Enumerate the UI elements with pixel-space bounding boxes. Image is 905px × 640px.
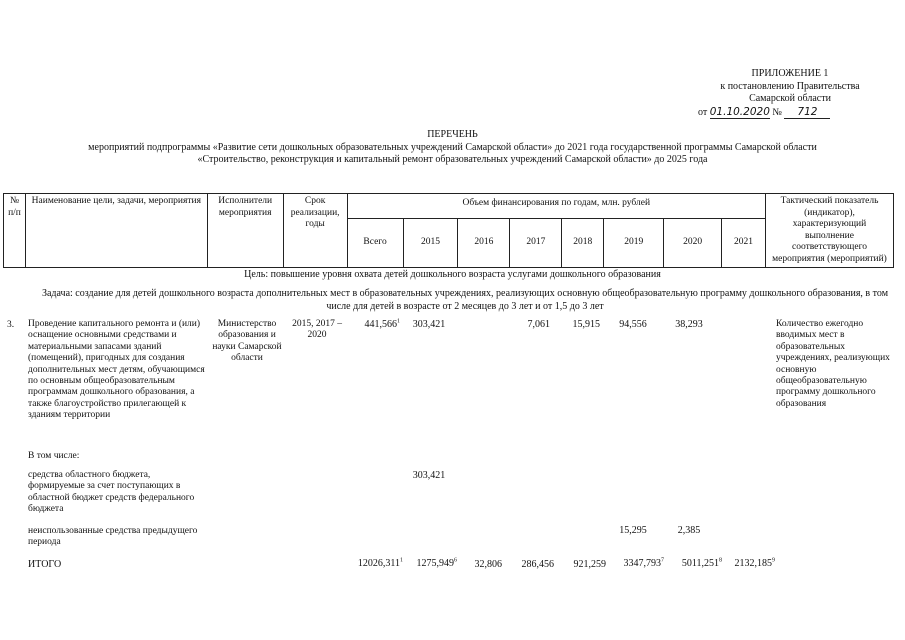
row-executor: Министерство образования и науки Самарской области	[212, 319, 282, 364]
document-title: ПЕРЕЧЕНЬ	[427, 129, 478, 140]
subrow-unused-2019: 15,295	[619, 525, 647, 536]
task-text: Задача: создание для детей дошкольного возраста дополнительных мест в образовательных учреждениях, реализующих основную общеобразовательную программу дошкольного образования, в том числе для детей в возрасте от 2 месяцев до 3 лет и от 1,5 до 3 лет	[41, 288, 889, 312]
from-label: от	[698, 106, 708, 118]
subrow-unused-2020: 2,385	[677, 525, 701, 536]
appendix-title: ПРИЛОЖЕНИЕ 1	[751, 68, 829, 79]
total-2020: 5011,251$^8$	[681, 557, 722, 569]
header-total: Всего	[347, 219, 403, 268]
including-label: В том числе:	[28, 451, 80, 461]
table-header	[3, 193, 894, 268]
subrow-unused-name: неиспользованные средства предыдущего периода	[28, 526, 198, 548]
document-heading	[0, 129, 905, 167]
header-indicator: Тактический показатель (индикатор), характеризующий выполнение соответствующего мероприятия (мероприятий)	[766, 194, 894, 268]
header-year-2021: 2021	[722, 219, 766, 268]
row-indicator: Количество ежегодно вводимых мест в образовательных учреждениях, реализующих основную общеобразовательную программу дошкольного образования	[776, 319, 890, 409]
number-label: №	[772, 106, 782, 118]
header-year-2020: 2020	[664, 219, 722, 268]
header-year-2015: 2015	[403, 219, 458, 268]
header-year-2017: 2017	[510, 219, 562, 268]
subrow-federal-name: средства областного бюджета, формируемые за счет поступающих в областной бюджет средств федерального бюджета	[28, 470, 195, 515]
total-2019: 3347,793$^7$	[623, 557, 664, 569]
total-label: ИТОГО	[28, 559, 62, 570]
total-2016: 32,806	[474, 559, 502, 570]
appendix-line-1: к постановлению Правительства	[720, 80, 860, 92]
document-subtitle-line-1: мероприятий подпрограммы «Развитие сети дошкольных образовательных учреждений Самарской области» до 2021 года государственной программы Самарской области	[88, 141, 817, 153]
goal-text: Цель: повышение уровня охвата детей дошкольного возраста услугами дошкольного образования	[244, 269, 661, 280]
row-2018: 15,915	[572, 319, 600, 330]
row-total: 441,566$^1$	[364, 318, 400, 330]
row-period: 2015, 2017 – 2020	[292, 319, 342, 341]
header-name: Наименование цели, задачи, мероприятия	[25, 194, 207, 268]
subrow-federal-2015: 303,421	[412, 470, 446, 481]
row-2015: 303,421	[412, 319, 446, 330]
row-2019: 94,556	[619, 319, 647, 330]
total-2015: 1275,949$^6$	[416, 557, 457, 569]
header-year-2018: 2018	[562, 219, 604, 268]
appendix-signature-line	[690, 106, 890, 120]
row-number: 3.	[7, 320, 15, 330]
appendix-line-2: Самарской области	[749, 93, 831, 104]
document-subtitle-line-2: «Строительство, реконструкция и капитальный ремонт образовательных учреждений Самарской области» до 2025 года	[197, 154, 708, 165]
header-no: № п/п	[4, 194, 26, 268]
appendix-block	[690, 68, 890, 119]
handwritten-number: 712	[784, 106, 830, 120]
header-financing: Объем финансирования по годам, млн. рублей	[347, 194, 765, 219]
total-all: 12026,311$^1$	[357, 557, 403, 569]
row-2017: 7,061	[527, 319, 550, 330]
header-year-2019: 2019	[604, 219, 664, 268]
header-executor: Исполнители мероприятия	[207, 194, 283, 268]
total-2021: 2132,185$^9$	[734, 557, 775, 569]
header-year-2016: 2016	[458, 219, 510, 268]
row-activity-name: Проведение капитального ремонта и (или) оснащение основными средствами и материальными запасами зданий (помещений), пригодных для создания дополнительных мест детям, обучающимся по основным общеобразовательным программам дошкольного образования, а также благоустройство прилегающей к зданиям территории	[28, 319, 205, 421]
row-2020: 38,293	[675, 319, 703, 330]
total-2017: 286,456	[521, 559, 554, 570]
handwritten-date: 01.10.2020	[709, 105, 770, 118]
header-period: Срок реализации, годы	[283, 194, 347, 268]
total-2018: 921,259	[573, 559, 606, 570]
